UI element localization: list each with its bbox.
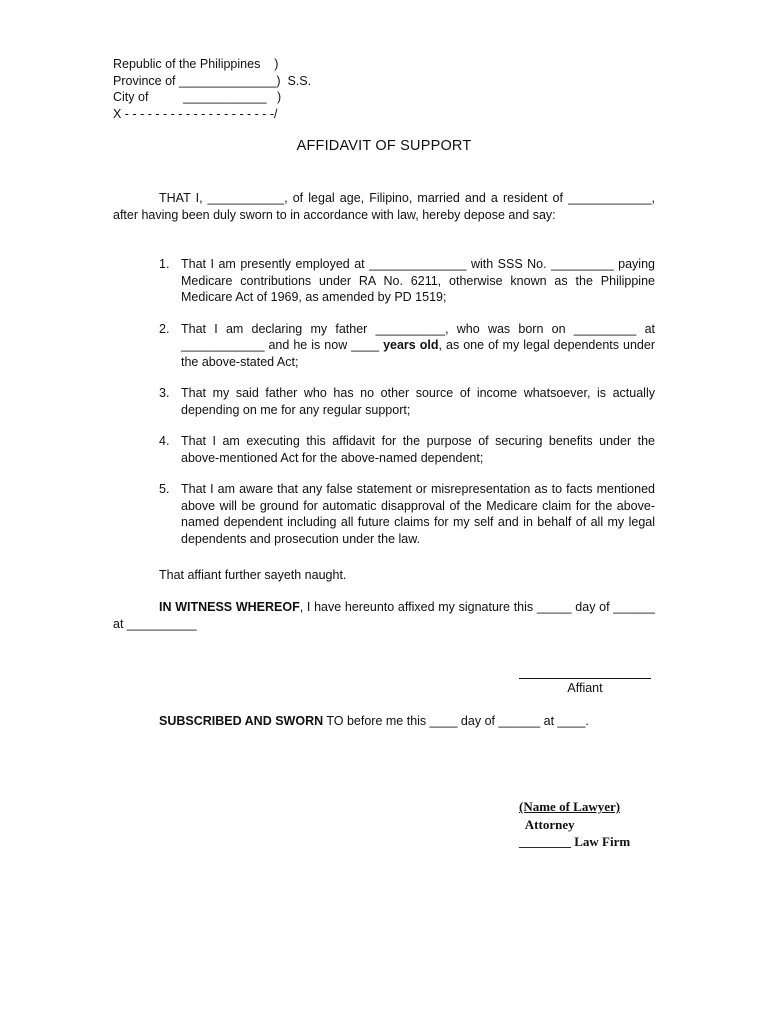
header-republic: Republic of the Philippines ) [113, 57, 279, 71]
item-text: That I am declaring my father __________, who was born on _________ at ____________ and he is now ____ [181, 321, 655, 352]
venue-header [113, 56, 311, 122]
lawyer-name: (Name of Lawyer) [519, 799, 621, 814]
item-text: That my said father who has no other source of income whatsoever, is actually depending on me for any regular support; [181, 386, 655, 417]
further-sayeth: That affiant further sayeth naught. [159, 568, 347, 582]
header-province: Province of ______________) S.S. [113, 73, 312, 88]
jurat-paragraph [159, 714, 589, 728]
item-bold-text: years old [383, 338, 439, 352]
item-text-cont: , as one of my legal dependents under the above-stated Act; [181, 338, 655, 369]
header-separator: X - - - - - - - - - - - - - - - - - - - -/ [113, 106, 278, 121]
item-text: That I am aware that any false statement or misrepresentation as to facts mentioned above will be ground for automatic disapproval of the Medicare claim for the above-named dependent including all future claims for my self and in behalf of all my legal dependents and prosecution under the law. [181, 482, 655, 546]
header-city: City of ____________ ) [113, 90, 282, 104]
list-item [113, 256, 655, 306]
jurat-text: TO before me this ____ day of ______ at ____. [323, 714, 589, 728]
intro-paragraph: THAT I, ___________, of legal age, Filipino, married and a resident of ____________, after having been duly sworn to in accordance with law, hereby depose and say: [113, 191, 655, 222]
document-title: AFFIDAVIT OF SUPPORT [296, 138, 472, 154]
item-text: That I am executing this affidavit for the purpose of securing benefits under the above-mentioned Act for the above-named dependent; [181, 434, 655, 465]
list-item [113, 433, 655, 466]
list-item [113, 481, 655, 547]
witness-text: , I have hereunto affixed my signature this _____ day of ______ at __________ [113, 600, 655, 631]
lawyer-block [519, 798, 630, 851]
affiant-label: Affiant [567, 681, 603, 695]
law-firm: ________ Law Firm [519, 834, 631, 849]
witness-paragraph [113, 599, 655, 632]
lawyer-role: Attorney [519, 816, 575, 832]
item-text: That I am presently employed at ______________ with SSS No. _________ paying Medicare contributions under RA No. 6211, otherwise known as the Philippine Medicare Act of 1969, as amended by PD 1519; [181, 257, 655, 304]
list-item [113, 385, 655, 418]
witness-bold: IN WITNESS WHEREOF [159, 600, 300, 614]
jurat-bold: SUBSCRIBED AND SWORN [159, 714, 324, 728]
item-number: 3. [159, 386, 170, 400]
item-number: 1. [159, 257, 170, 271]
item-number: 4. [159, 434, 170, 448]
statement-list [113, 256, 655, 547]
item-number: 2. [159, 321, 170, 336]
list-item [113, 321, 655, 371]
affiant-signature-line [519, 666, 651, 679]
item-number: 5. [159, 482, 170, 496]
